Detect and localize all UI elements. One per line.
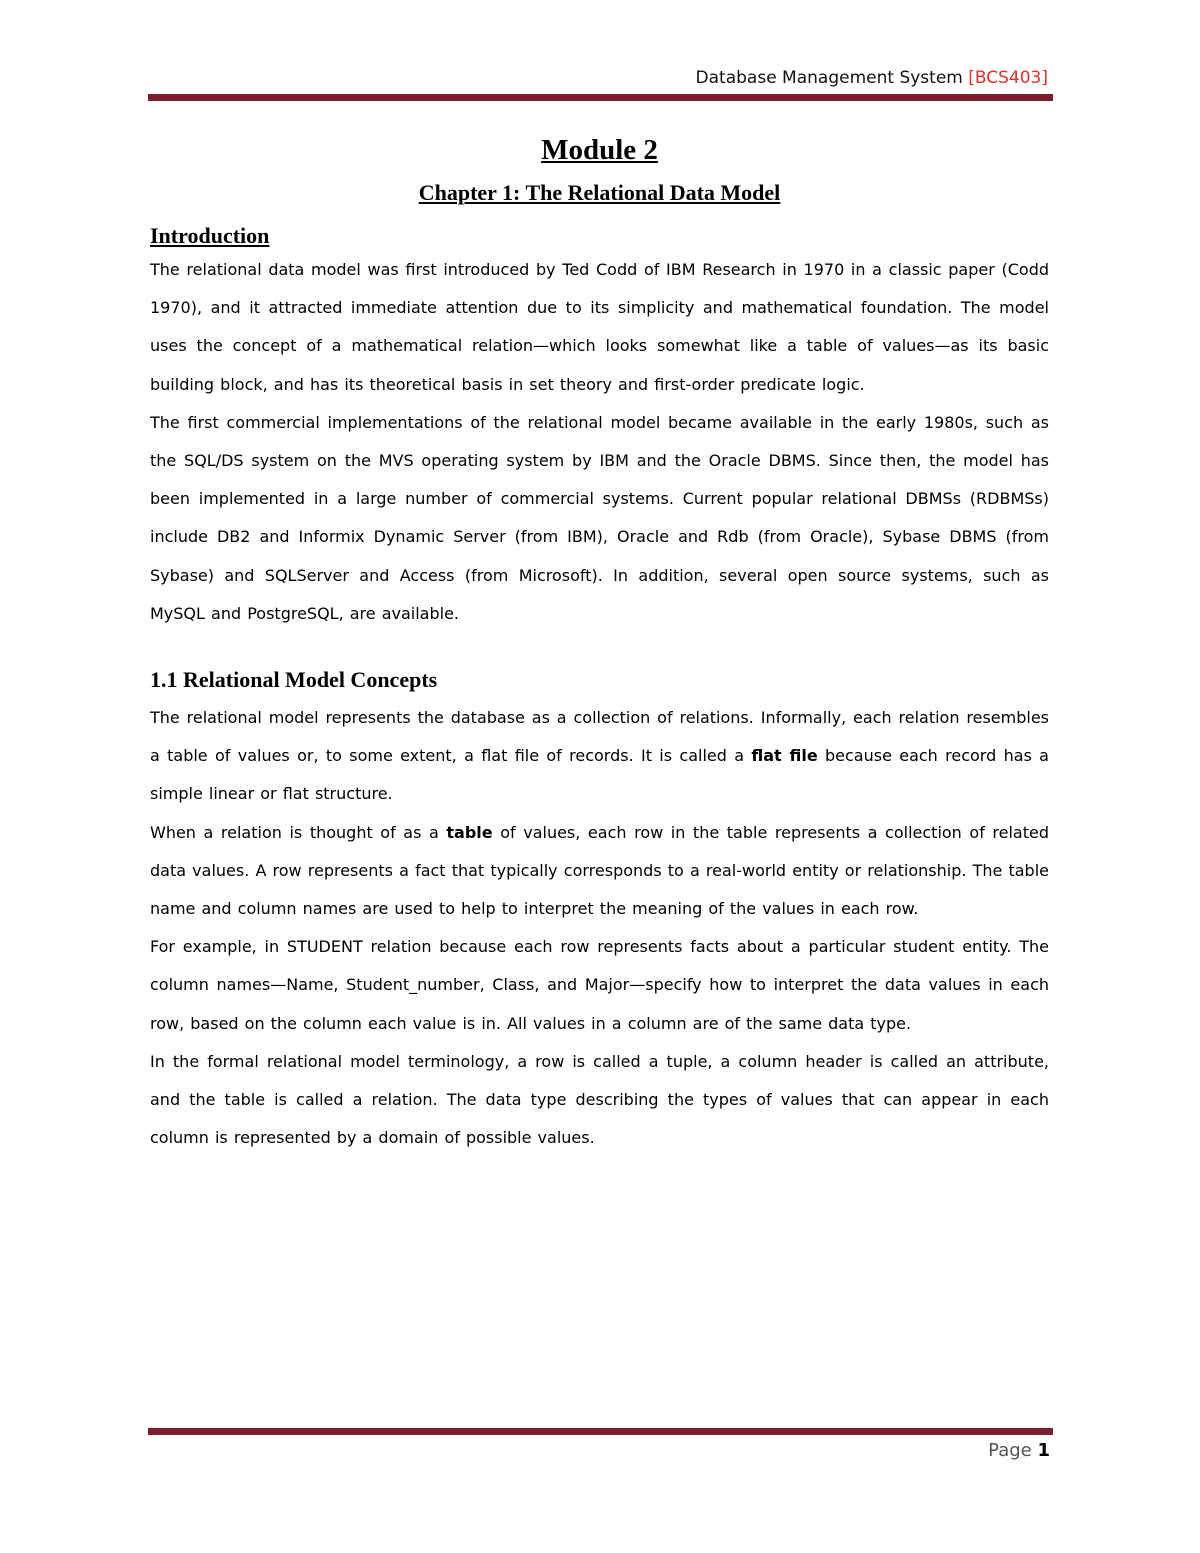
module-title: Module 2: [541, 134, 658, 166]
concepts-paragraph-4: In the formal relational model terminology, a row is called a tuple, a column header is called an attribute, and the table is called a relation. The data type describing the types of values that can appear in each column is represented by a domain of possible values.: [150, 1051, 1049, 1148]
footer-rule: [148, 1428, 1053, 1435]
page-footer: [988, 1440, 1050, 1461]
concepts-paragraph-3: For example, in STUDENT relation because each row represents facts about a particular student entity. The column names—Name, Student_number, Class, and Major—specify how to interpret the data values in each row, based on the column each value is in. All values in a column are of the same data type.: [150, 937, 1049, 1033]
page-label: Page: [988, 1440, 1032, 1461]
chapter-title: Chapter 1: The Relational Data Model: [418, 180, 781, 205]
page-body: [150, 128, 1049, 1157]
running-header: [696, 68, 1048, 88]
header-rule: [148, 94, 1053, 101]
introduction-heading: Introduction: [150, 223, 270, 248]
course-title: Database Management System: [695, 68, 963, 88]
intro-paragraph-1: The relational data model was first introduced by Ted Codd of IBM Research in 1970 in a classic paper (Codd 1970), and it attracted immediate attention due to its simplicity and mathematical foundation. The model uses the concept of a mathematical relation—which looks somewhat like a table of values—as its basic building block, and has its theoretical basis in set theory and first-order predicate logic.: [150, 260, 1049, 394]
section-heading-1-1: 1.1 Relational Model Concepts: [150, 667, 438, 693]
intro-paragraph-2: The first commercial implementations of the relational model became available in the early 1980s, such as the SQL/DS system on the MVS operating system by IBM and the Oracle DBMS. Since then, the model has been implemented in a large number of commercial systems. Current popular relational DBMSs (RDBMSs) include DB2 and Informix Dynamic Server (from IBM), Oracle and Rdb (from Oracle), Sybase DBMS (from Sybase) and SQLServer and Access (from Microsoft). In addition, several open source systems, such as MySQL and PostgreSQL, are available.: [150, 412, 1049, 623]
concepts-paragraph-2: When a relation is thought of as a table of values, each row in the table represents a collection of related data values. A row represents a fact that typically corresponds to a real-world entity or relationship. The table name and column names are used to help to interpret the meaning of the values in each row.: [150, 822, 1049, 919]
concepts-paragraph-1: The relational model represents the database as a collection of relations. Informally, each relation resembles a table of values or, to some extent, a flat file of records. It is called a flat file because each record has a simple linear or flat structure.: [150, 708, 1049, 804]
course-code: [BCS403]: [968, 68, 1048, 88]
table-term: table: [446, 822, 493, 842]
flat-file-term: flat file: [751, 746, 818, 766]
page-number: 1: [1037, 1440, 1050, 1461]
